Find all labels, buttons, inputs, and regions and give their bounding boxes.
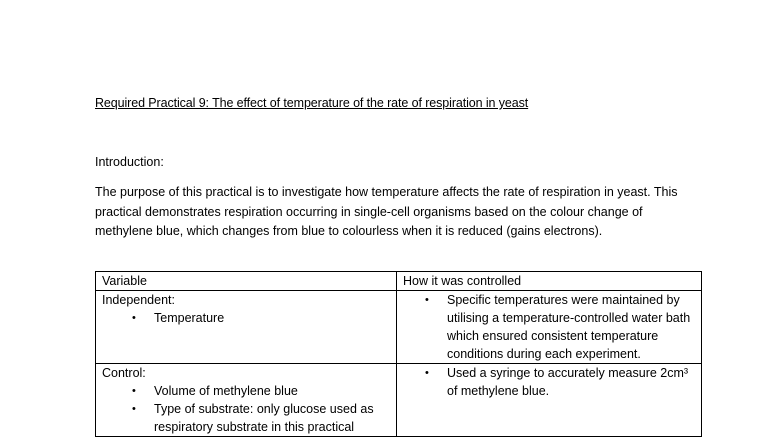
table-header-row xyxy=(96,272,702,291)
variable-cell xyxy=(96,291,397,364)
list-item-text: Temperature xyxy=(154,311,225,325)
control-cell xyxy=(397,364,702,437)
list-item-text: Used a syringe to accurately measure 2cm³ of methylene blue. xyxy=(447,366,689,398)
variable-cell xyxy=(96,364,397,437)
bullet-icon: • xyxy=(425,294,429,306)
list-item-text: Volume of methylene blue xyxy=(154,384,298,398)
list-item xyxy=(102,382,390,400)
list-item-text: Type of substrate: only glucose used as respiratory substrate in this practical xyxy=(154,402,374,434)
bullet-icon: • xyxy=(132,403,136,415)
header-variable: Variable xyxy=(96,272,397,291)
document-title: Required Practical 9: The effect of temperature of the rate of respiration in yeast xyxy=(95,96,529,110)
list-item xyxy=(403,291,695,363)
bullet-icon: • xyxy=(425,367,429,379)
bullet-icon: • xyxy=(132,312,136,324)
variable-label: Independent: xyxy=(102,293,175,307)
list-item xyxy=(403,364,695,400)
bullet-icon: • xyxy=(132,385,136,397)
introduction-heading: Introduction: xyxy=(95,155,164,169)
list-item xyxy=(102,400,390,436)
introduction-paragraph: The purpose of this practical is to investigate how temperature affects the rate of respiration in yeast. This practical demonstrates respiration occurring in single-cell organisms based on the colour change of methylene blue, which changes from blue to colourless when it is reduced (gains electrons). xyxy=(95,185,678,238)
control-cell xyxy=(397,291,702,364)
list-item-text: Specific temperatures were maintained by utilising a temperature-controlled water bath which ensured consistent temperature conditions during each experiment. xyxy=(447,293,691,361)
table-row xyxy=(96,364,702,437)
variable-label: Control: xyxy=(102,366,146,380)
header-how-controlled: How it was controlled xyxy=(397,272,702,291)
variables-table xyxy=(95,271,702,437)
list-item xyxy=(102,309,390,327)
table-row xyxy=(96,291,702,364)
